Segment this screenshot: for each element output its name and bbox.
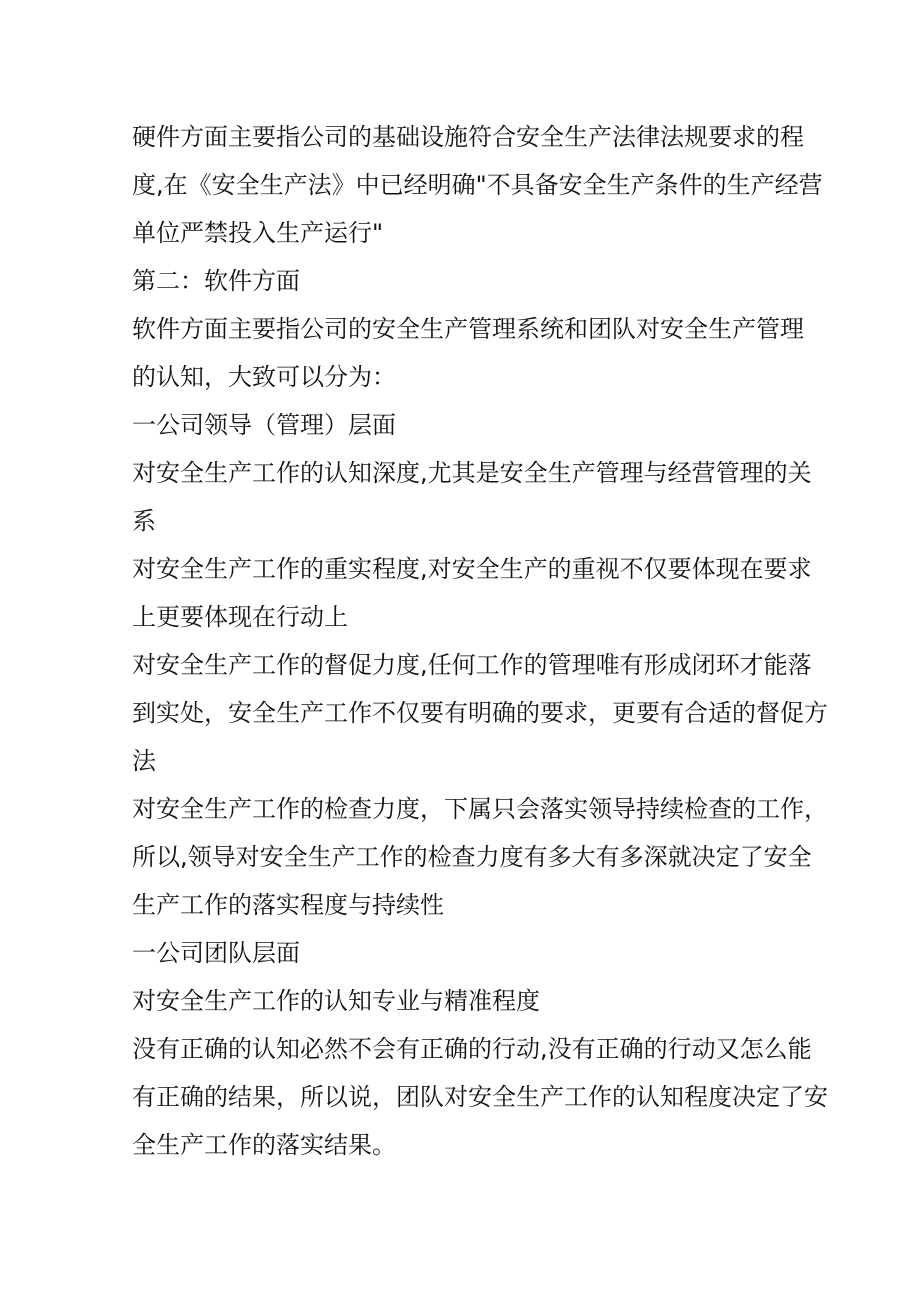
text-line: 度,在《安全生产法》中已经明确"不具备安全生产条件的生产经营 [132,171,823,199]
text-line: 对安全生产工作的重实程度,对安全生产的重视不仅要体现在要求 [132,555,812,583]
paragraph-cognition-depth [132,449,812,545]
text-line: 软件方面主要指公司的安全生产管理系统和团队对安全生产管理 [132,315,804,343]
text-line: 第二：软件方面 [132,267,300,295]
text-line: 硬件方面主要指公司的基础设施符合安全生产法律法规要求的程 [132,123,804,151]
text-line: 单位严禁投入生产运行" [132,219,384,247]
text-line: 没有正确的认知必然不会有正确的行动,没有正确的行动又怎么能 [132,1035,812,1063]
subheading-leadership [132,401,812,449]
paragraph-supervision [132,641,828,785]
text-line: 上更要体现在行动上 [132,603,348,631]
text-line: 对安全生产工作的督促力度,任何工作的管理唯有形成闭环才能落 [132,651,812,679]
text-line: 全生产工作的落实结果。 [132,1131,396,1159]
document-body [132,113,828,1169]
text-line: 系 [132,507,156,535]
heading-software [132,257,812,305]
paragraph-conclusion [132,1025,828,1169]
text-line: 一公司领导（管理）层面 [132,411,396,439]
text-line: 到实处，安全生产工作不仅要有明确的要求，更要有合适的督促方 [132,699,828,727]
text-line: 所以,领导对安全生产工作的检查力度有多大有多深就决定了安全 [132,843,812,871]
text-line: 对安全生产工作的认知深度,尤其是安全生产管理与经营管理的关 [132,459,812,487]
text-line: 对安全生产工作的检查力度，下属只会落实领导持续检查的工作， [132,795,828,823]
text-line: 生产工作的落实程度与持续性 [132,891,444,919]
paragraph-software [132,305,812,401]
paragraph-hardware [132,113,823,257]
text-line: 法 [132,747,156,775]
text-line: 有正确的结果，所以说，团队对安全生产工作的认知程度决定了安 [132,1083,828,1111]
text-line: 的认知，大致可以分为： [132,363,396,391]
paragraph-inspection [132,785,828,929]
text-line: 对安全生产工作的认知专业与精准程度 [132,987,540,1015]
paragraph-emphasis [132,545,812,641]
text-line: 一公司团队层面 [132,939,300,967]
subheading-team [132,929,812,977]
paragraph-team-cognition [132,977,812,1025]
